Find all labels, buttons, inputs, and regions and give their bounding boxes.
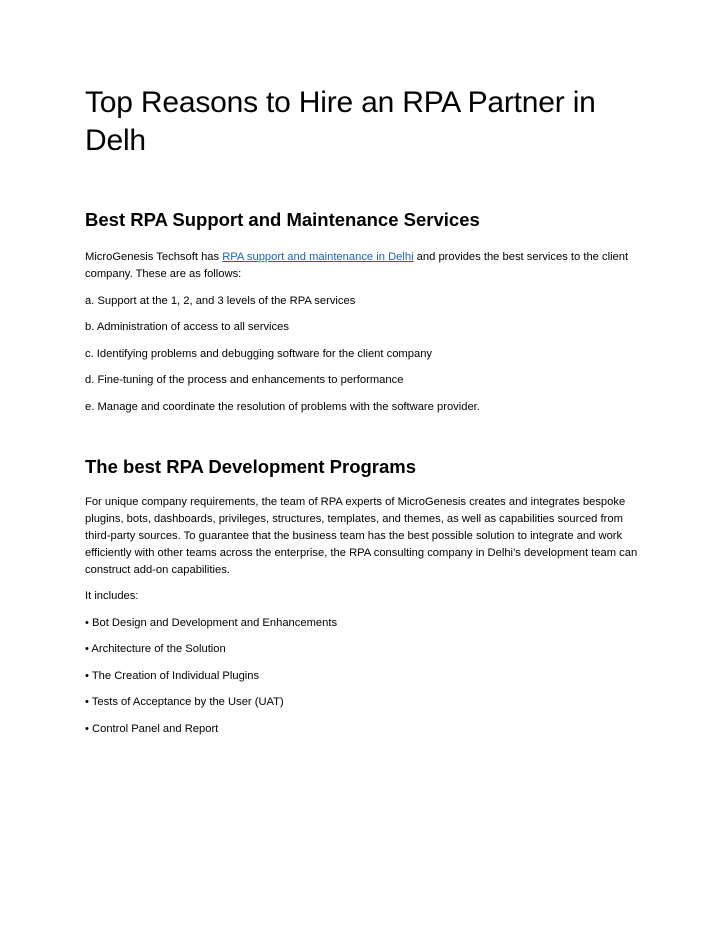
bullet-control-panel: • Control Panel and Report (85, 722, 219, 735)
bullet-plugins: • The Creation of Individual Plugins (85, 669, 260, 682)
support-item-c: c. Identifying problems and debugging software for the client company (85, 347, 433, 360)
bullet-uat: • Tests of Acceptance by the User (UAT) (85, 696, 284, 708)
intro-text-after-link: and provides the best services to the client company. These are as follows: (85, 251, 629, 280)
support-item-e: e. Manage and coordinate the resolution of problems with the software provider. (85, 400, 480, 413)
section-heading-development: The best RPA Development Programs (85, 455, 417, 477)
support-item-a: a. Support at the 1, 2, and 3 levels of the RPA services (85, 294, 356, 307)
support-item-d: d. Fine-tuning of the process and enhancements to performance (85, 374, 404, 386)
bullet-architecture: • Architecture of the Solution (85, 643, 226, 655)
includes-label: It includes: (85, 590, 139, 602)
document-title: Top Reasons to Hire an RPA Partner in Delh (85, 86, 596, 157)
support-item-b: b. Administration of access to all services (85, 321, 289, 333)
support-intro-paragraph (85, 249, 640, 283)
section-heading-support: Best RPA Support and Maintenance Services (85, 209, 480, 230)
bullet-bot-design: • Bot Design and Development and Enhancements (85, 616, 338, 629)
rpa-support-link[interactable]: RPA support and maintenance in Delhi (222, 251, 414, 263)
intro-text-before-link: MicroGenesis Techsoft has (85, 251, 223, 263)
development-paragraph: For unique company requirements, the team of RPA experts of MicroGenesis creates and integrates bespoke plugins, bots, dashboards, privileges, structures, templates, and themes, as well as capabilities sourced from third-party sources. To guarantee that the business team has the best possible solution to integrate and work efficiently with other teams across the enterprise, the RPA consulting company in Delhi’s development team can construct add-on capabilities. (85, 495, 638, 576)
